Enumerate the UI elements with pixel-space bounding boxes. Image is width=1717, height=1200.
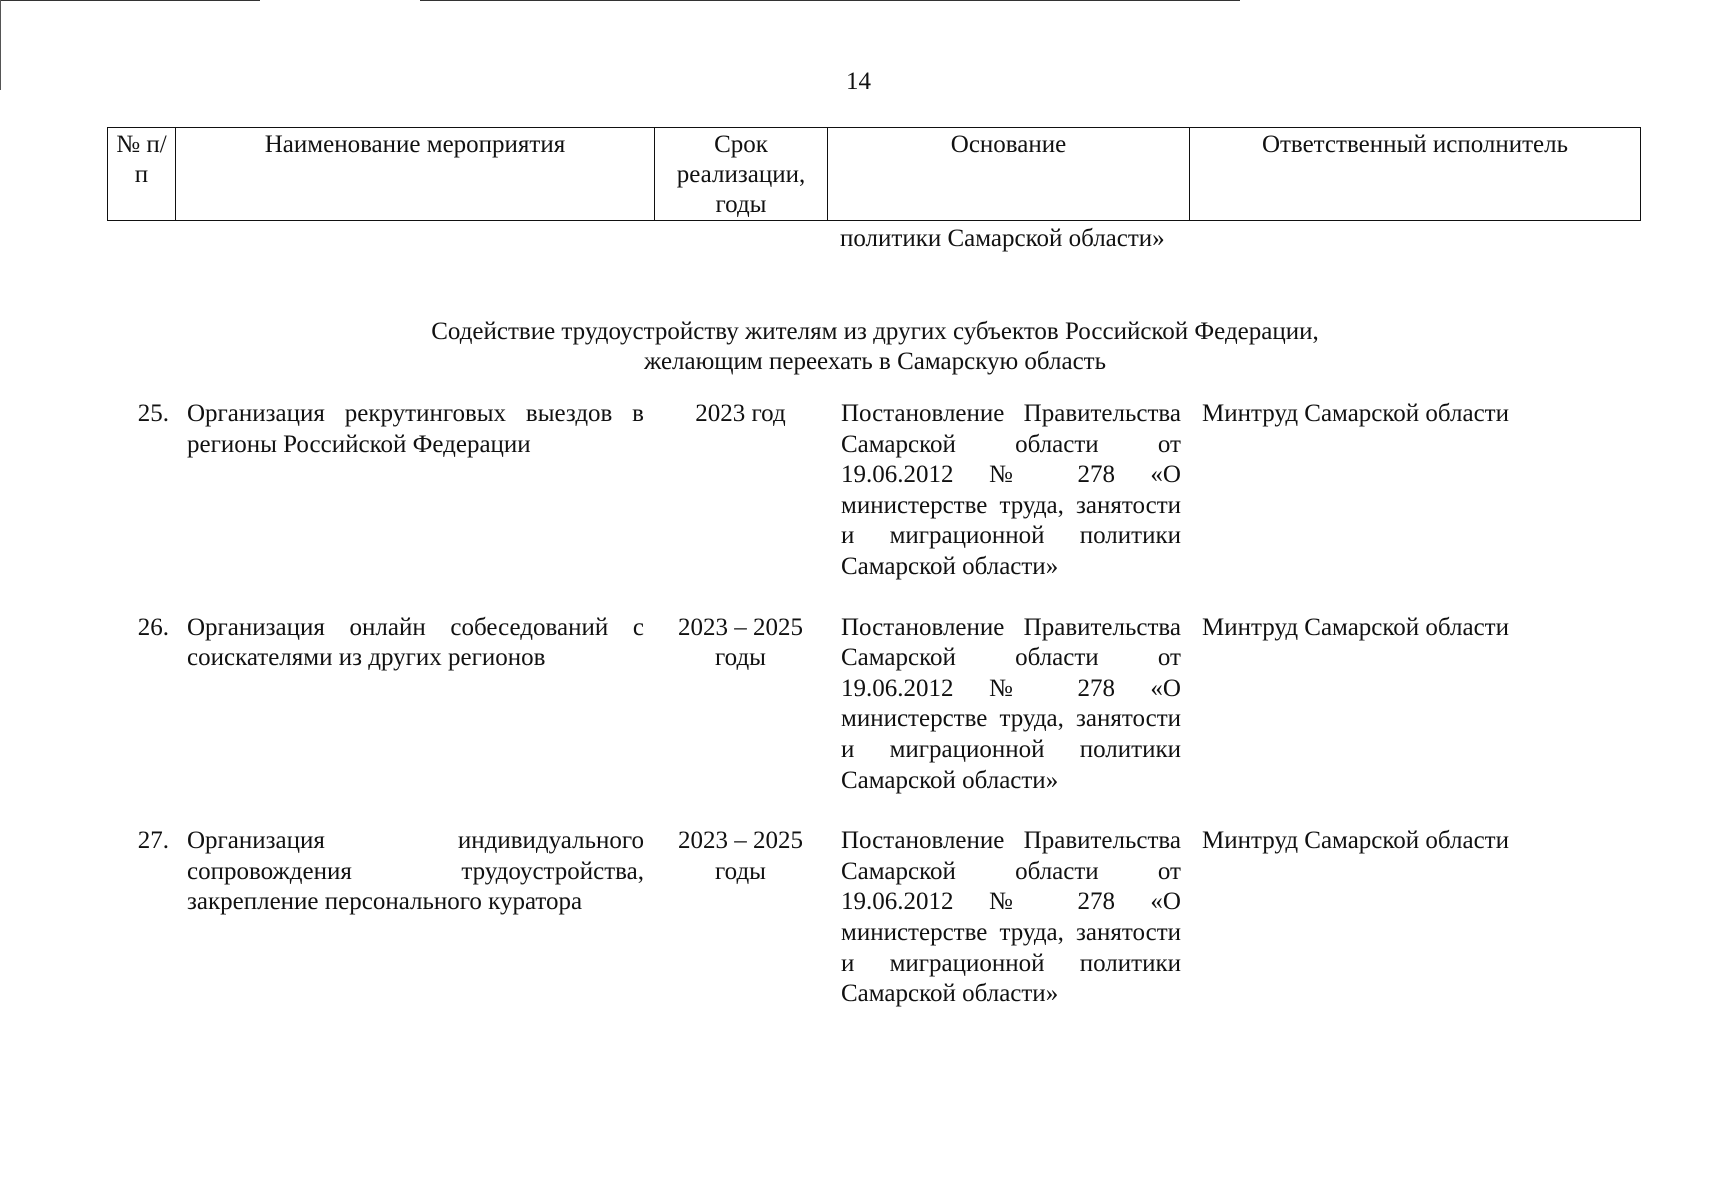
- row-name: Организация рекрутинговых выездов в регионы Российской Федерации: [187, 400, 644, 458]
- row-basis: Постановление Правительства Самарской области от 19.06.2012 № 278 «О министерстве труда, занятости и миграционной политики Самарской области»: [841, 827, 1181, 1008]
- header-period: Срок реализации, годы: [655, 128, 828, 221]
- row-basis: Постановление Правительства Самарской области от 19.06.2012 № 278 «О министерстве труда, занятости и миграционной политики Самарской области»: [841, 400, 1181, 580]
- page-number: 14: [846, 68, 871, 95]
- row-name: Организация онлайн собеседований с соискателями из других регионов: [187, 613, 644, 672]
- header-num: № п/п: [108, 128, 176, 221]
- row-period: 2023 – 2025 годы: [678, 613, 803, 672]
- row-num: [107, 613, 175, 827]
- measures-table: [107, 399, 1640, 1040]
- row-name: Организация индивидуального сопровождения трудоустройства, закрепление персонального куратора: [187, 827, 644, 916]
- section-title-line2: желающим переехать в Самарскую область: [644, 348, 1106, 375]
- row-num-text: 25.: [137, 400, 169, 427]
- section-title: [0, 317, 1717, 377]
- row-responsible: Минтруд Самарской области: [1202, 400, 1509, 427]
- row-num: [107, 826, 175, 1040]
- header-basis: Основание: [828, 128, 1190, 221]
- scan-edge-top-left: [0, 0, 260, 1]
- header-responsible: Ответственный исполнитель: [1190, 128, 1641, 221]
- table-header: [107, 127, 1641, 221]
- row-num-text: 26.: [137, 613, 169, 641]
- row-num-text: 27.: [137, 827, 169, 855]
- table-header-row: [108, 128, 1641, 221]
- row-responsible: Минтруд Самарской области: [1202, 827, 1509, 855]
- header-name: Наименование мероприятия: [176, 128, 655, 221]
- continued-basis-text: политики Самарской области»: [840, 225, 1165, 252]
- row-num: [107, 399, 175, 613]
- table-row: [107, 613, 1640, 827]
- row-period: 2023 – 2025 годы: [678, 827, 803, 885]
- row-responsible: Минтруд Самарской области: [1202, 613, 1509, 641]
- row-basis: Постановление Правительства Самарской области от 19.06.2012 № 278 «О министерстве труда, занятости и миграционной политики Самарской области»: [841, 613, 1181, 794]
- scan-edge-top-mid: [420, 0, 1240, 1]
- section-title-line1: Содействие трудоустройству жителям из других субъектов Российской Федерации,: [431, 318, 1319, 345]
- table-row: [107, 399, 1640, 613]
- table-row: [107, 826, 1640, 1040]
- row-period: 2023 год: [695, 400, 786, 427]
